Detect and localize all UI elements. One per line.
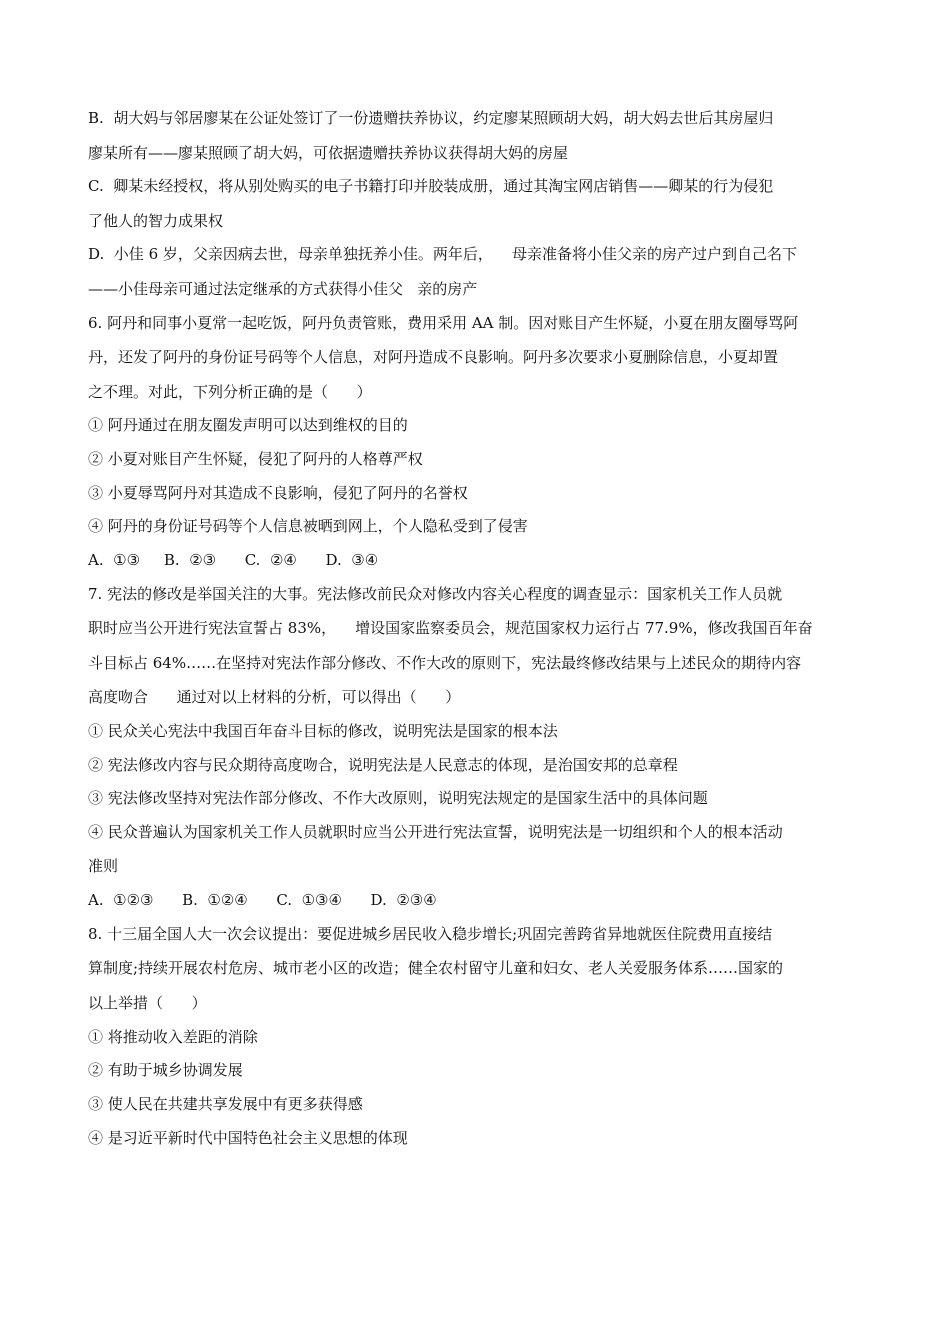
q7-item-4-line2: 准则 — [88, 857, 119, 876]
q6-item-3: ③ 小夏辱骂阿丹对其造成不良影响，侵犯了阿丹的名誉权 — [88, 483, 468, 502]
q6-item-2: ② 小夏对账目产生怀疑，侵犯了阿丹的人格尊严权 — [88, 449, 423, 468]
q6-stem-line2: 丹，还发了阿丹的身份证号码等个人信息，对阿丹造成不良影响。阿丹多次要求小夏删除信息，小夏却置 — [88, 348, 779, 367]
q8-stem-line3: 以上举措（ ） — [88, 993, 207, 1012]
q8-stem-line1: 8. 十三届全国人大一次会议提出：要促进城乡居民收入稳步增长;巩固完善跨省异地就医住院费用直接结 — [88, 924, 773, 943]
q8-item-1: ① 将推动收入差距的消除 — [88, 1027, 258, 1046]
q7-stem-line2: 职时应当公开进行宪法宣誓占 83%， 增设国家监察委员会，规范国家权力运行占 77.9%，修改我国百年奋 — [88, 619, 813, 638]
q5-option-b-line1: B. 胡大妈与邻居廖某在公证处签订了一份遗赠扶养协议，约定廖某照顾胡大妈，胡大妈去世后其房屋归 — [88, 109, 774, 127]
q7-stem-line1: 7. 宪法的修改是举国关注的大事。宪法修改前民众对修改内容关心程度的调查显示：国家机关工作人员就 — [88, 584, 783, 603]
q8-stem-line2: 算制度;持续开展农村危房、城市老小区的改造；健全农村留守儿童和妇女、老人关爱服务体系……国家的 — [88, 959, 784, 978]
q6-stem-line1: 6. 阿丹和同事小夏常一起吃饭，阿丹负责管账，费用采用 AA 制。因对账目产生怀疑，小夏在朋友圈辱骂阿 — [88, 313, 799, 332]
q7-item-1: ① 民众关心宪法中我国百年奋斗目标的修改，说明宪法是国家的根本法 — [88, 721, 558, 740]
q7-answer-choices: A. ①②③ B. ①②④ C. ①③④ D. ②③④ — [88, 891, 437, 910]
q6-item-4: ④ 阿丹的身份证号码等个人信息被晒到网上，个人隐私受到了侵害 — [88, 517, 528, 536]
q8-item-3: ③ 使人民在共建共享发展中有更多获得感 — [88, 1094, 363, 1113]
q5-option-d-line2: ——小佳母亲可通过法定继承的方式获得小佳父 亲的房产 — [88, 279, 478, 298]
exam-page — [88, 108, 878, 1161]
q7-item-2: ② 宪法修改内容与民众期待高度吻合，说明宪法是人民意志的体现，是治国安邦的总章程 — [88, 755, 678, 774]
q6-stem-line3: 之不理。对此，下列分析正确的是（ ） — [88, 382, 372, 401]
q7-item-3: ③ 宪法修改坚持对宪法作部分修改、不作大改原则，说明宪法规定的是国家生活中的具体问题 — [88, 789, 708, 808]
q8-item-2: ② 有助于城乡协调发展 — [88, 1061, 243, 1080]
q5-option-d-line1: D. 小佳 6 岁，父亲因病去世，母亲单独抚养小佳。两年后， 母亲准备将小佳父亲的房产过户到自己名下 — [88, 245, 797, 264]
q6-item-1: ① 阿丹通过在朋友圈发声明可以达到维权的目的 — [88, 416, 408, 435]
q8-item-4: ④ 是习近平新时代中国特色社会主义思想的体现 — [88, 1128, 408, 1147]
q5-option-c-line2: 了他人的智力成果权 — [88, 211, 224, 230]
q5-option-b-line2: 廖某所有——廖某照顾了胡大妈，可依据遗赠扶养协议获得胡大妈的房屋 — [88, 143, 569, 162]
q7-stem-line3: 斗目标占 64%……在坚持对宪法作部分修改、不作大改的原则下，宪法最终修改结果与上述民众的期待内容 — [88, 653, 802, 672]
q6-answer-choices: A. ①③ B. ②③ C. ②④ D. ③④ — [88, 551, 379, 569]
q7-stem-line4: 高度吻合 通过对以上材料的分析，可以得出（ ） — [88, 688, 461, 707]
q7-item-4-line1: ④ 民众普遍认为国家机关工作人员就职时应当公开进行宪法宣誓，说明宪法是一切组织和个人的根本活动 — [88, 822, 783, 841]
q5-option-c-line1: C. 卿某未经授权，将从别处购买的电子书籍打印并胶装成册，通过其淘宝网店销售——卿某的行为侵犯 — [88, 177, 774, 196]
